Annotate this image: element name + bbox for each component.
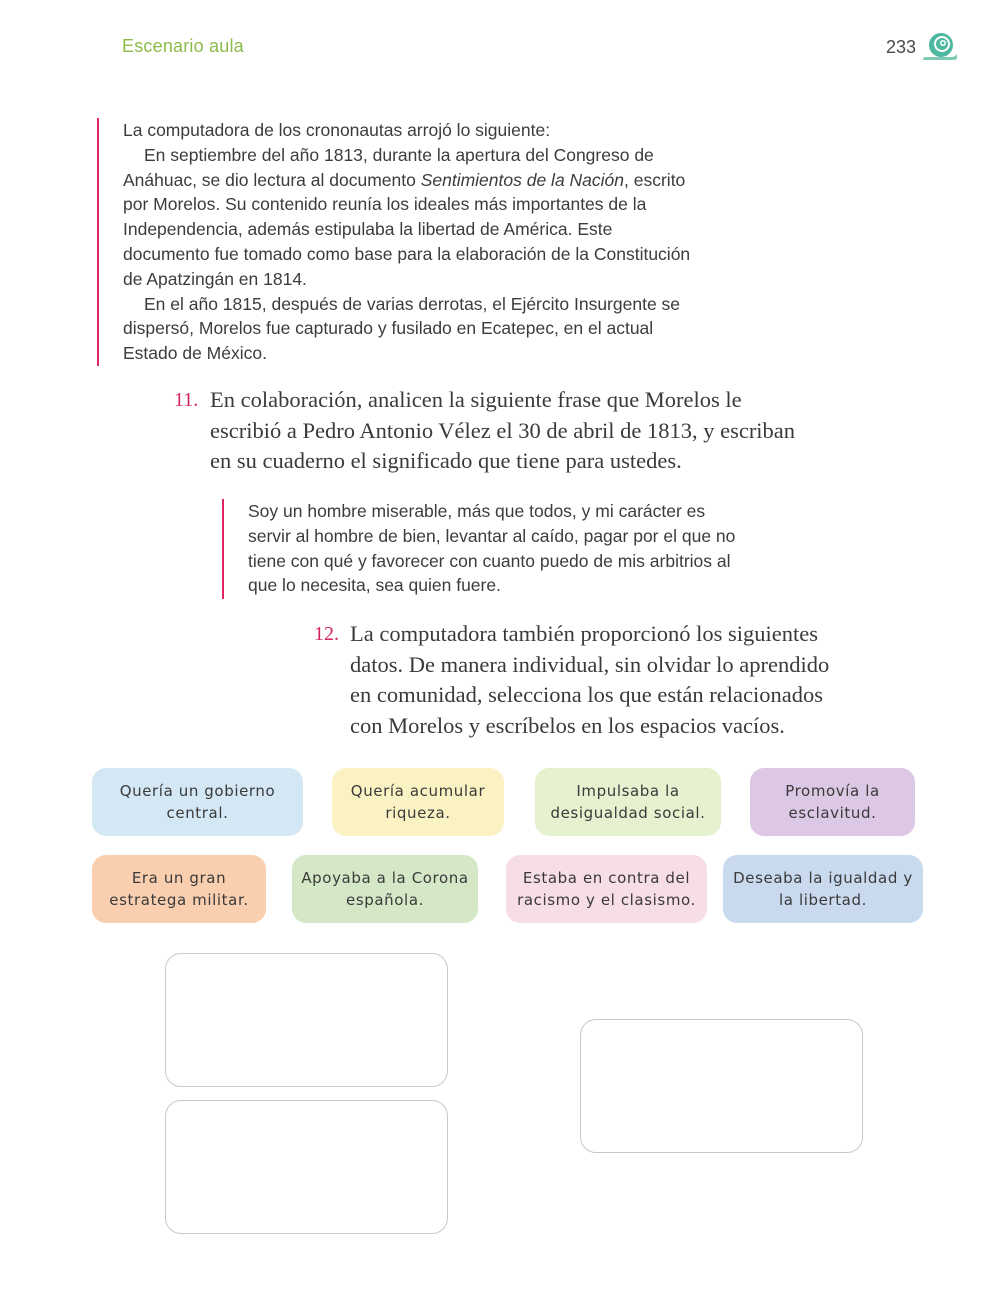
card-desigualdad-social: Impulsaba la desigualdad social. xyxy=(535,768,721,836)
activity-11-text: En colaboración, analicen la siguiente frase que Morelos le escribió a Pedro Antonio Vélez el 30 de abril de 1813, y escriban en su cuaderno el significado que tiene para ustedes. xyxy=(210,387,796,474)
card-esclavitud: Promovía la esclavitud. xyxy=(750,768,915,836)
snail-icon xyxy=(921,30,959,62)
section-title: Escenario aula xyxy=(122,36,244,56)
intro-lead: La computadora de los crononautas arrojó lo siguiente: xyxy=(123,120,551,140)
answer-box[interactable] xyxy=(165,953,448,1087)
activity-12-number: 12. xyxy=(314,623,339,645)
morelos-quote-text: Soy un hombre miserable, más que todos, y mi carácter es servir al hombre de bien, levantar al caído, pagar por el que no tiene con qué y favorecer con cuanto puedo de mis arbitrios al que lo necesita, sea quien fuere. xyxy=(248,501,736,596)
answer-box[interactable] xyxy=(165,1100,448,1234)
intro-p1-text-end: , escrito por Morelos. Su contenido reunía los ideales más importantes de la Independencia, además estipulaba la libertad de América. Este documento fue tomado como base para la elaboración de la Constitución de Apatzingán en 1814. xyxy=(123,169,691,289)
card-corona-espanola: Apoyaba a la Corona española. xyxy=(292,855,478,923)
intro-p1-text: En septiembre del año 1813, durante la apertura del Congreso de Anáhuac, se dio lectura al documento xyxy=(123,144,654,190)
crononautas-text xyxy=(123,118,703,366)
card-contra-racismo: Estaba en contra del racismo y el clasismo. xyxy=(506,855,707,923)
card-acumular-riqueza: Quería acumular riqueza. xyxy=(332,768,504,836)
intro-paragraph-2: En el año 1815, después de varias derrotas, el Ejército Insurgente se dispersó, Morelos fue capturado y fusilado en Ecatepec, en el actual Estado de México. xyxy=(123,293,681,364)
intro-paragraph-1 xyxy=(123,143,703,292)
page-number: 233 xyxy=(886,37,917,57)
crononautas-text-block xyxy=(97,118,697,366)
document-title: Sentimientos de la Nación xyxy=(420,169,625,190)
activity-12-text: La computadora también proporcionó los siguientes datos. De manera individual, sin olvidar lo aprendido en comunidad, selecciona los que están relacionados con Morelos y escríbelos en los espacios vacíos. xyxy=(350,621,830,739)
card-igualdad-libertad: Deseaba la igualdad y la libertad. xyxy=(723,855,923,923)
morelos-quote-block xyxy=(222,499,742,599)
activity-12 xyxy=(314,619,850,742)
card-gobierno-central: Quería un gobierno central. xyxy=(92,768,303,836)
card-estratega-militar: Era un gran estratega militar. xyxy=(92,855,266,923)
activity-11 xyxy=(174,385,810,477)
activity-11-number: 11. xyxy=(174,389,199,411)
answer-box[interactable] xyxy=(580,1019,863,1153)
